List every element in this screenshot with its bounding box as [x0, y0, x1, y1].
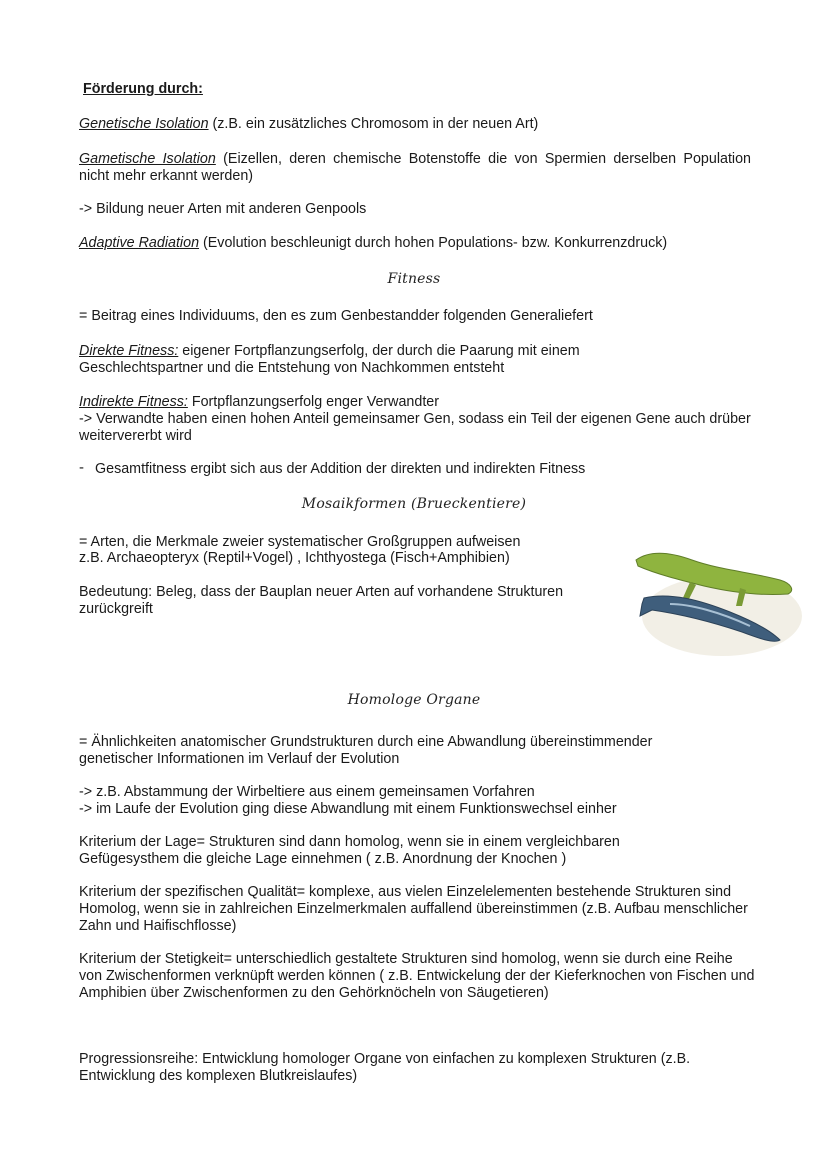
fitness-title: Fitness — [387, 271, 441, 287]
adaptive-radiation-text: (Evolution beschleunigt durch hohen Populations- bzw. Konkurrenzdruck) — [199, 235, 668, 251]
genetische-isolation-text: (z.B. ein zusätzliches Chromosom in der neuen Art) — [208, 116, 539, 132]
fitness-definition: = Beitrag eines Individuums, den es zum Genbestandder folgenden Generaliefert — [79, 308, 593, 324]
indirekte-fitness-text: Fortpflanzungserfolg enger Verwandter — [187, 394, 440, 410]
adaptive-radiation-paragraph — [79, 235, 751, 252]
direkte-fitness-text: eigener Fortpflanzungserfolg, der durch die Paarung mit einem Geschlechtspartner und die Entstehung von Nachkommen entsteht — [79, 343, 580, 376]
progressionsreihe: Progressionsreihe: Entwicklung homologer Organe von einfachen zu komplexen Strukturen (z.B. Entwicklung des komplexen Blutkreislaufes) — [79, 1051, 691, 1084]
direkte-fitness-term: Direkte Fitness: — [79, 343, 179, 359]
homologe-definition: = Ähnlichkeiten anatomischer Grundstrukturen durch eine Abwandlung übereinstimmender genetischer Informationen im Verlauf der Evolution — [79, 734, 653, 767]
direkte-fitness-paragraph — [79, 343, 639, 377]
genetische-isolation-paragraph — [79, 116, 751, 133]
kriterium-qualitaet: Kriterium der spezifischen Qualität= komplexe, aus vielen Einzelelementen bestehende Strukturen sind Homolog, wenn sie in zahlreichen Einzelmerkmalen auffallend übereinstimmen (z.B. Aufbau menschlicher Zahn und Haifischflosse) — [79, 884, 748, 934]
gesamtfitness-text: Gesamtfitness ergibt sich aus der Addition der direkten und indirekten Fitness — [95, 461, 586, 477]
gametische-isolation-paragraph — [79, 151, 751, 185]
bildung-arrow-line: -> Bildung neuer Arten mit anderen Genpools — [79, 201, 367, 217]
gametische-isolation-text: (Eizellen, deren chemische Botenstoffe die von Spermien derselben Population nicht mehr erkannt werden) — [79, 151, 751, 184]
indirekte-fitness-term: Indirekte Fitness: — [79, 394, 188, 410]
salamander-body — [636, 553, 792, 594]
kriterium-stetigkeit: Kriterium der Stetigkeit= unterschiedlich gestaltete Strukturen sind homolog, wenn sie durch eine Reihe von Zwischenformen verknüpft werden können ( z.B. Entwickelung der der Kieferknochen von Fischen und Amphibien über Zwischenformen zu den Gehörknöcheln von Säugetieren) — [79, 951, 755, 1001]
mosaikformen-bedeutung: Bedeutung: Beleg, dass der Bauplan neuer Arten auf vorhandene Strukturen zurückgreift — [79, 584, 564, 617]
foerderung-heading: Förderung durch: — [83, 81, 203, 97]
homologe-organe-title: Homologe Organe — [347, 692, 481, 708]
ichthyostega-illustration — [630, 538, 806, 664]
adaptive-radiation-term: Adaptive Radiation — [79, 235, 200, 251]
indirekte-fitness-paragraph — [79, 394, 751, 411]
gesamtfitness-bullet: - — [79, 459, 84, 476]
homologe-arrow-2: -> im Laufe der Evolution ging diese Abwandlung mit einem Funktionswechsel einher — [79, 801, 617, 817]
homologe-arrow-1: -> z.B. Abstammung der Wirbeltiere aus einem gemeinsamen Vorfahren — [79, 784, 535, 800]
gametische-isolation-term: Gametische Isolation — [79, 151, 216, 167]
mosaikformen-title: Mosaikformen (Brueckentiere) — [301, 496, 527, 512]
indirekte-fitness-arrow: -> Verwandte haben einen hohen Anteil gemeinsamer Gen, sodass ein Teil der eigenen Gene auch drüber weitervererbt wird — [79, 411, 751, 444]
mosaikformen-definition: = Arten, die Merkmale zweier systematischer Großgruppen aufweisen — [79, 534, 521, 550]
kriterium-lage: Kriterium der Lage= Strukturen sind dann homolog, wenn sie in einem vergleichbaren Gefügesysthem die gleiche Lage einnehmen ( z.B. Anordnung der Knochen ) — [79, 834, 620, 867]
genetische-isolation-term: Genetische Isolation — [79, 116, 209, 132]
mosaikformen-example: z.B. Archaeopteryx (Reptil+Vogel) , Ichthyostega (Fisch+Amphibien) — [79, 550, 510, 566]
